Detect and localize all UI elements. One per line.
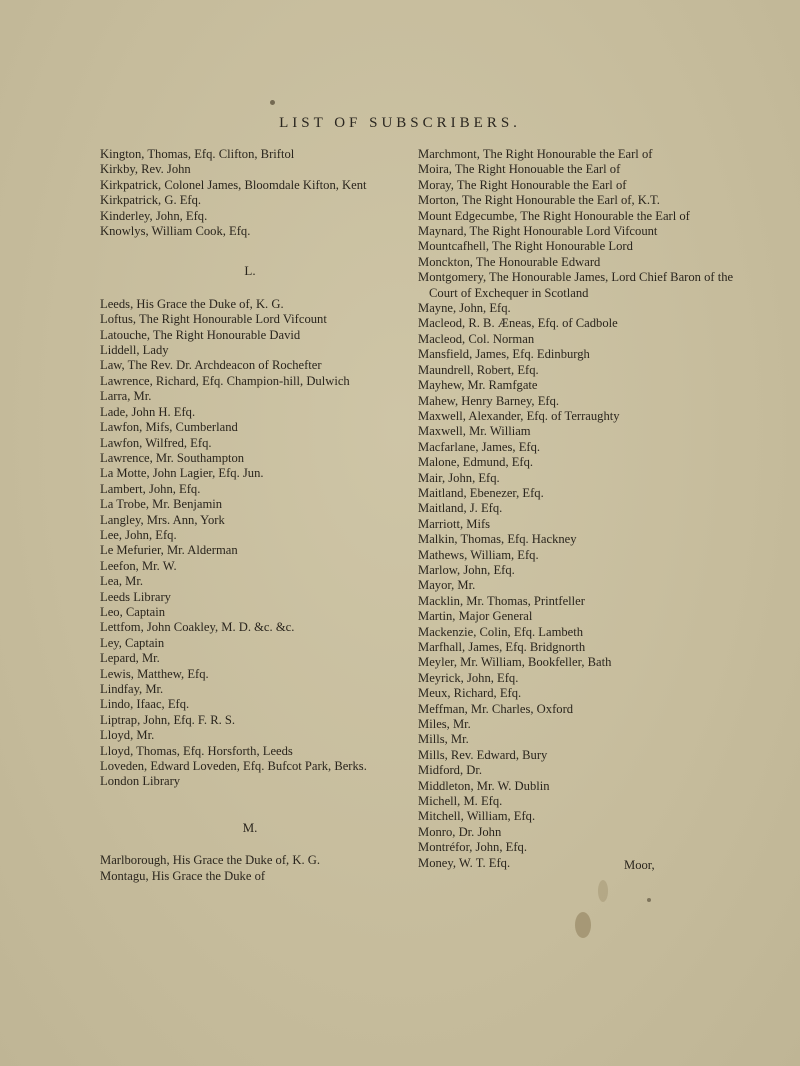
foxing-spot bbox=[270, 100, 275, 105]
subscriber-entry: Marfhall, James, Efq. Bridgnorth bbox=[418, 640, 586, 654]
subscriber-entry: Lepard, Mr. bbox=[100, 651, 160, 666]
subscriber-entry: Loveden, Edward Loveden, Efq. Bufcot Park, Berks. bbox=[100, 759, 367, 774]
subscriber-entry: Midford, Dr. bbox=[418, 763, 483, 778]
subscriber-entry: Michell, M. Efq. bbox=[418, 794, 503, 809]
subscriber-entry: Malone, Edmund, Efq. bbox=[418, 455, 534, 470]
subscriber-entry: Lambert, John, Efq. bbox=[100, 481, 201, 496]
subscriber-entry: Monro, Dr. John bbox=[418, 824, 502, 839]
subscriber-entry: Kirkpatrick, G. Efq. bbox=[100, 193, 202, 208]
subscriber-entry: Montagu, His Grace the Duke of bbox=[100, 868, 266, 883]
subscriber-entry: Marriott, Mifs bbox=[418, 516, 491, 531]
subscriber-entry: Kington, Thomas, Efq. Clifton, Briftol bbox=[100, 147, 295, 161]
subscriber-entry: Mount Edgecumbe, The Right Honourable the Earl of bbox=[418, 208, 690, 223]
subscriber-entry: Kinderley, John, Efq. bbox=[100, 208, 208, 223]
subscriber-entry: Moira, The Right Honouable the Earl of bbox=[418, 162, 621, 177]
subscriber-entry: Marlborough, His Grace the Duke of, K. G. bbox=[100, 853, 320, 868]
subscriber-entry: Maxwell, Alexander, Efq. of Terraughty bbox=[418, 408, 620, 423]
subscriber-entry: Lee, John, Efq. bbox=[100, 527, 177, 542]
section-l bbox=[100, 297, 400, 790]
subscriber-entry: Lindfay, Mr. bbox=[100, 682, 164, 696]
subscriber-entry: Mansfield, James, Efq. Edinburgh bbox=[418, 347, 590, 362]
subscriber-entry: Mitchell, William, Efq. bbox=[418, 809, 536, 824]
subscriber-entry: Lawfon, Mifs, Cumberland bbox=[100, 420, 238, 435]
subscriber-entry: Ley, Captain bbox=[100, 635, 165, 650]
subscriber-entry: Leeds Library bbox=[100, 589, 171, 604]
subscriber-entry: Mills, Mr. bbox=[418, 732, 469, 747]
subscriber-entry: Maitland, Ebenezer, Efq. bbox=[418, 485, 544, 500]
page-title: LIST OF SUBSCRIBERS. bbox=[279, 115, 521, 131]
catchword: Moor, bbox=[624, 858, 655, 872]
subscriber-entry: Maynard, The Right Honourable Lord Vifcount bbox=[418, 224, 658, 239]
subscriber-entry: Lewis, Matthew, Efq. bbox=[100, 666, 209, 681]
section-k bbox=[100, 147, 400, 239]
subscriber-entry: Law, The Rev. Dr. Archdeacon of Rochefter bbox=[100, 358, 322, 373]
subscriber-entry: Lawrence, Mr. Southampton bbox=[100, 450, 245, 465]
subscriber-entry: Marlow, John, Efq. bbox=[418, 562, 515, 577]
section-m bbox=[100, 853, 400, 884]
subscriber-entry: Lindo, Ifaac, Efq. bbox=[100, 697, 190, 712]
subscriber-entry: Mountcafhell, The Right Honourable Lord bbox=[418, 239, 633, 254]
subscriber-entry: Meyler, Mr. William, Bookfeller, Bath bbox=[418, 655, 612, 670]
subscriber-entry: Malkin, Thomas, Efq. Hackney bbox=[418, 532, 577, 547]
subscriber-entry: Macleod, R. B. Æneas, Efq. of Cadbole bbox=[418, 316, 618, 331]
subscriber-entry: Martin, Major General bbox=[418, 609, 533, 624]
subscriber-entry: Le Mefurier, Mr. Alderman bbox=[100, 543, 238, 558]
subscriber-entry: Mathews, William, Efq. bbox=[418, 547, 539, 562]
foxing-spot bbox=[575, 912, 591, 938]
subscriber-entry: Marchmont, The Right Honourable the Earl of bbox=[418, 147, 653, 161]
subscriber-entry: Lettfom, John Coakley, M. D. &c. &c. bbox=[100, 620, 295, 635]
subscriber-entry: Meyrick, John, Efq. bbox=[418, 670, 519, 685]
subscriber-entry: La Motte, John Lagier, Efq. Jun. bbox=[100, 466, 264, 481]
subscriber-entry: Lawrence, Richard, Efq. Champion-hill, Dulwich bbox=[100, 373, 350, 388]
subscriber-entry: Langley, Mrs. Ann, York bbox=[100, 512, 225, 527]
subscriber-entry: Morton, The Right Honourable the Earl of, K.T. bbox=[418, 193, 660, 208]
subscriber-entry: Montgomery, The Honourable James, Lord Chief Baron of the Court of Exchequer in Scotland bbox=[418, 270, 734, 300]
subscriber-entry: Kirkpatrick, Colonel James, Bloomdale Kifton, Kent bbox=[100, 177, 367, 192]
subscriber-entry: Meux, Richard, Efq. bbox=[418, 686, 522, 701]
subscriber-entry: Larra, Mr. bbox=[100, 389, 152, 404]
subscriber-entry: Monckton, The Honourable Edward bbox=[418, 254, 601, 269]
left-column bbox=[100, 147, 400, 884]
subscriber-entry: Mills, Rev. Edward, Bury bbox=[418, 747, 548, 762]
foxing-spot bbox=[598, 880, 608, 902]
subscriber-entry: Moray, The Right Honourable the Earl of bbox=[418, 177, 627, 192]
subscriber-entry: Maxwell, Mr. William bbox=[418, 424, 531, 439]
subscriber-entry: Knowlys, William Cook, Efq. bbox=[100, 224, 251, 239]
subscriber-entry: Maundrell, Robert, Efq. bbox=[418, 362, 539, 377]
subscriber-entry: Lloyd, Mr. bbox=[100, 728, 155, 743]
subscriber-entry: Mahew, Henry Barney, Efq. bbox=[418, 393, 560, 408]
subscriber-entry: Mair, John, Efq. bbox=[418, 470, 500, 485]
foxing-spot bbox=[647, 898, 651, 902]
subscriber-entry: Money, W. T. Efq. bbox=[418, 855, 511, 870]
subscriber-entry: Leeds, His Grace the Duke of, K. G. bbox=[100, 296, 284, 311]
subscriber-entry: Mayor, Mr. bbox=[418, 578, 476, 593]
subscriber-entry: Macleod, Col. Norman bbox=[418, 331, 535, 346]
subscriber-entry: Meffman, Mr. Charles, Oxford bbox=[418, 701, 574, 716]
subscriber-entry: London Library bbox=[100, 774, 181, 789]
subscriber-entry: Montréfor, John, Efq. bbox=[418, 840, 527, 855]
subscriber-entry: Lea, Mr. bbox=[100, 574, 144, 589]
subscriber-entry: Maitland, J. Efq. bbox=[418, 501, 503, 516]
subscriber-entry: Macfarlane, James, Efq. bbox=[418, 439, 541, 454]
subscriber-entry: Mayhew, Mr. Ramfgate bbox=[418, 378, 538, 393]
subscriber-entry: Lawfon, Wilfred, Efq. bbox=[100, 435, 212, 450]
subscriber-entry: Mackenzie, Colin, Efq. Lambeth bbox=[418, 624, 584, 639]
section-heading-m: M. bbox=[242, 819, 258, 835]
subscriber-entry: Middleton, Mr. W. Dublin bbox=[418, 778, 550, 793]
subscriber-entry: Kirkby, Rev. John bbox=[100, 162, 191, 177]
subscriber-entry: Mayne, John, Efq. bbox=[418, 301, 511, 316]
subscriber-entry: Leo, Captain bbox=[100, 604, 166, 619]
subscriber-entry: Liddell, Lady bbox=[100, 343, 169, 358]
subscriber-entry: Miles, Mr. bbox=[418, 717, 471, 732]
subscriber-entry: Lloyd, Thomas, Efq. Horsforth, Leeds bbox=[100, 743, 293, 758]
section-heading-l: L. bbox=[244, 263, 256, 279]
subscriber-entry: Loftus, The Right Honourable Lord Vifcount bbox=[100, 312, 327, 327]
right-column bbox=[418, 147, 734, 871]
subscriber-entry: Lade, John H. Efq. bbox=[100, 404, 196, 419]
subscriber-entry: Leefon, Mr. W. bbox=[100, 558, 177, 573]
subscriber-entry: Macklin, Mr. Thomas, Printfeller bbox=[418, 593, 585, 608]
subscriber-entry: Latouche, The Right Honourable David bbox=[100, 327, 301, 342]
subscriber-entry: La Trobe, Mr. Benjamin bbox=[100, 497, 223, 512]
subscriber-entry: Liptrap, John, Efq. F. R. S. bbox=[100, 712, 236, 727]
